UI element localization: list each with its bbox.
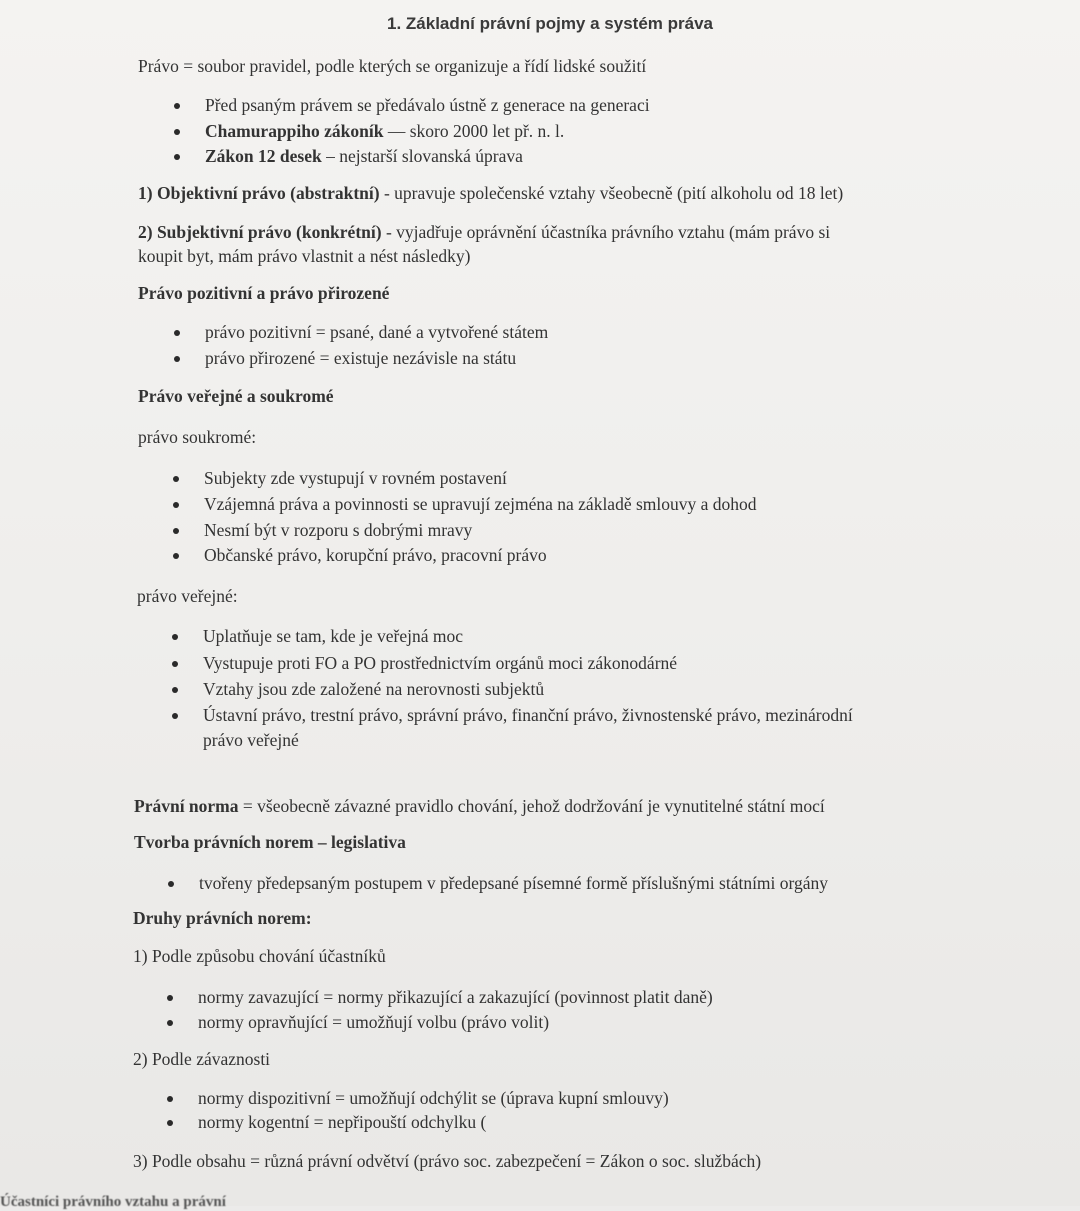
page-title: 1. Základní právní pojmy a systém práva <box>387 14 713 33</box>
subjective-law-cont: koupit byt, mám právo vlastnit a nést následky) <box>138 246 471 266</box>
private-bullet: Občanské právo, korupční právo, pracovní právo <box>204 545 547 565</box>
private-bullet: Nesmí být v rozporu s dobrými mravy <box>204 520 473 540</box>
positive-bullet: právo přirozené = existuje nezávisle na státu <box>205 348 517 368</box>
kind2-bullet: normy dispozitivní = umožňují odchýlit se (úprava kupní smlouvy) <box>198 1088 669 1108</box>
intro-bullet: Zákon 12 desek – nejstarší slovanská úprava <box>205 146 523 166</box>
public-private-heading: Právo veřejné a soukromé <box>138 386 334 406</box>
positive-heading: Právo pozitivní a právo přirozené <box>138 283 390 303</box>
objective-law: 1) Objektivní právo (abstraktní) - upravuje společenské vztahy všeobecně (pití alkoholu od 18 let) <box>138 183 844 203</box>
public-bullet: Uplatňuje se tam, kde je veřejná moc <box>203 626 463 646</box>
intro-bullet: Chamurappiho zákoník — skoro 2000 let př. n. l. <box>205 121 565 141</box>
intro-bullet: Před psaným právem se předávalo ústně z generace na generaci <box>205 95 650 115</box>
legislation-heading: Tvorba právních norem – legislativa <box>134 832 406 852</box>
public-bullet: Vystupuje proti FO a PO prostřednictvím orgánů moci zákonodárné <box>203 653 678 673</box>
kinds-heading: Druhy právních norem: <box>133 908 312 928</box>
public-bullet: Vztahy jsou zde založené na nerovnosti subjektů <box>203 679 545 699</box>
cut-off-next-heading: Účastníci právního vztahu a právní <box>0 1194 226 1210</box>
kind2-bullet: normy kogentní = nepřipouští odchylku ( <box>198 1112 487 1132</box>
kind1-bullet: normy opravňující = umožňují volbu (právo volit) <box>198 1012 550 1032</box>
subjective-law: 2) Subjektivní právo (konkrétní) - vyjadřuje oprávnění účastníka právního vztahu (mám právo si <box>138 222 831 242</box>
kind2-label: 2) Podle závaznosti <box>133 1049 271 1069</box>
kind1-bullet: normy zavazující = normy přikazující a zakazující (povinnost platit daně) <box>198 987 713 1007</box>
private-bullet: Subjekty zde vystupují v rovném postavení <box>204 468 507 488</box>
private-label: právo soukromé: <box>138 427 257 447</box>
public-label: právo veřejné: <box>137 586 238 606</box>
kind1-label: 1) Podle způsobu chování účastníků <box>133 946 386 966</box>
public-bullet-cont: právo veřejné <box>203 730 299 750</box>
kind3-label: 3) Podle obsahu = různá právní odvětví (právo soc. zabezpečení = Zákon o soc. službách) <box>133 1151 762 1171</box>
public-bullet: Ústavní právo, trestní právo, správní právo, finanční právo, živnostenské právo, mezinárodní <box>203 705 853 725</box>
intro-definition: Právo = soubor pravidel, podle kterých se organizuje a řídí lidské soužití <box>138 56 647 76</box>
positive-bullet: právo pozitivní = psané, dané a vytvořené státem <box>205 322 549 342</box>
private-bullet: Vzájemná práva a povinnosti se upravují zejména na základě smlouvy a dohod <box>204 494 757 514</box>
legal-norm-definition: Právní norma = všeobecně závazné pravidlo chování, jehož dodržování je vynutitelné státní mocí <box>134 796 825 816</box>
legislation-bullet: tvořeny předepsaným postupem v předepsané písemné formě příslušnými státními orgány <box>199 873 829 893</box>
